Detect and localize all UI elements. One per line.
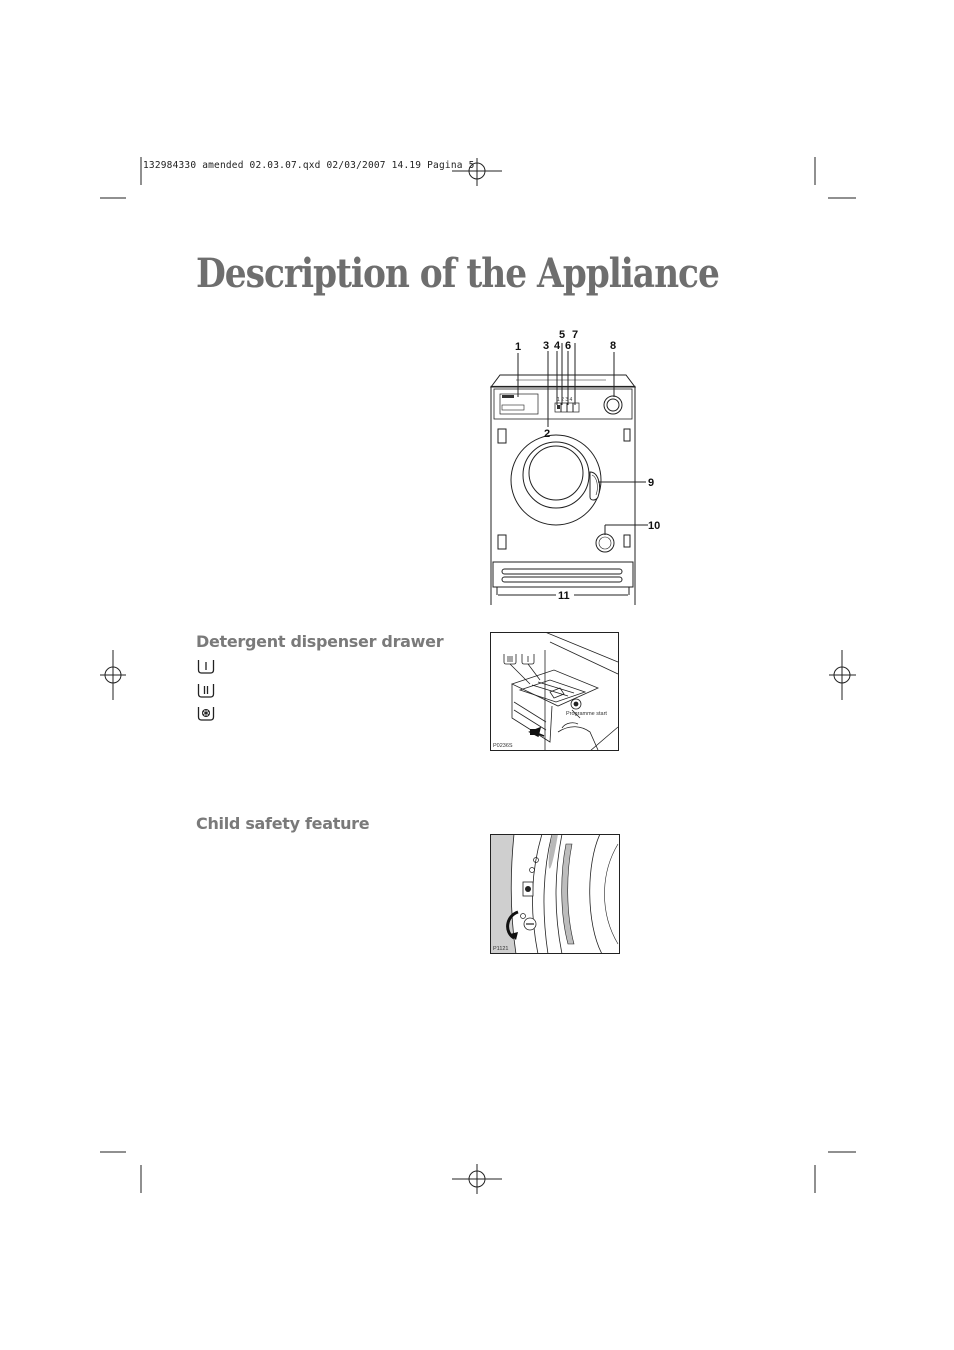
callout-8: 8 <box>610 340 617 352</box>
callout-6: 6 <box>565 340 572 352</box>
callout-11: 11 <box>558 590 570 602</box>
detergent-heading: Detergent dispenser drawer <box>196 632 444 651</box>
svg-text:1 2 3 4: 1 2 3 4 <box>557 397 573 403</box>
prewash-compartment-icon <box>197 659 215 674</box>
page-title: Description of the Appliance <box>196 250 719 297</box>
registration-mark-left <box>100 650 126 700</box>
callout-5: 5 <box>559 329 566 341</box>
child-safety-figure <box>490 834 620 954</box>
main-wash-compartment-icon <box>197 683 215 698</box>
programme-start-caption: Programme start <box>566 711 607 717</box>
child-safety-figure-code: P1121 <box>493 946 509 952</box>
drawer-figure-code: P0236S <box>493 743 513 749</box>
callout-4: 4 <box>554 340 561 352</box>
registration-mark-right <box>829 650 856 700</box>
callout-10: 10 <box>648 520 661 532</box>
callout-3: 3 <box>543 340 550 352</box>
registration-mark-bottom <box>452 1164 502 1194</box>
callout-1: 1 <box>515 341 522 353</box>
appliance-diagram <box>486 325 666 605</box>
callout-7: 7 <box>572 329 579 341</box>
print-slug: 132984330 amended 02.03.07.qxd 02/03/2007 14.19 Pagina 5 <box>143 160 475 171</box>
fabric-softener-compartment-icon <box>197 706 215 721</box>
callout-9: 9 <box>648 477 655 489</box>
callout-2: 2 <box>544 428 551 440</box>
child-safety-heading: Child safety feature <box>196 814 370 833</box>
dispenser-drawer-figure <box>490 632 619 751</box>
